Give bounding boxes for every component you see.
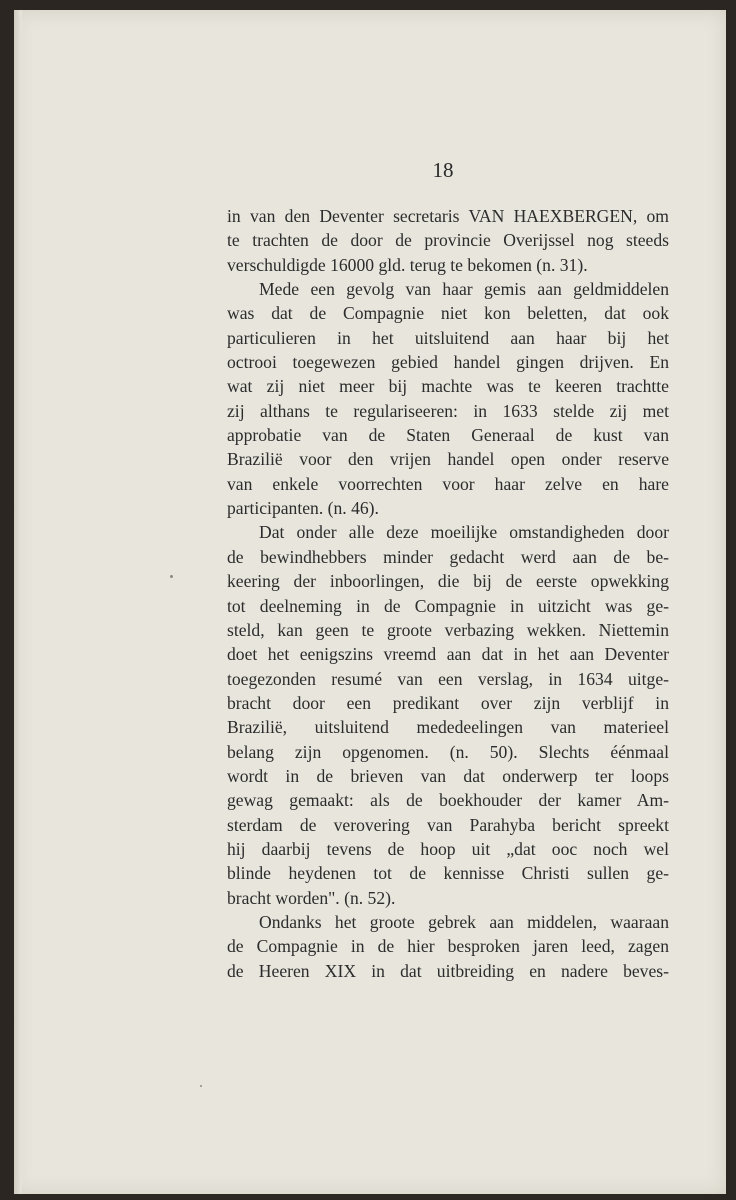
- text-line: Brazilië voor den vrijen handel open onder reserve: [227, 449, 669, 470]
- text-line: de Compagnie in de hier besproken jaren leed, zagen: [227, 936, 669, 957]
- text-line: Mede een gevolg van haar gemis aan geldmiddelen: [259, 279, 669, 300]
- text-line: bracht worden". (n. 52).: [227, 887, 396, 908]
- page-edge: [14, 10, 22, 1194]
- text-line: verschuldigde 16000 gld. terug te bekomen (n. 31).: [227, 254, 588, 275]
- text-line: toegezonden resumé van een verslag, in 1634 uitge-: [227, 668, 669, 689]
- text-line: tot deelneming in de Compagnie in uitzicht was ge-: [227, 595, 669, 616]
- text-line: keering der inboorlingen, die bij de eerste opwekking: [227, 571, 669, 592]
- text-line: Ondanks het groote gebrek aan middelen, waaraan: [259, 911, 669, 932]
- text-line: octrooi toegewezen gebied handel gingen drijven. En: [227, 352, 669, 373]
- text-line: doet het eenigszins vreemd aan dat in het aan Deventer: [227, 644, 669, 665]
- text-line: particulieren in het uitsluitend aan haar bij het: [227, 327, 669, 348]
- text-line: approbatie van de Staten Generaal de kust van: [227, 425, 669, 446]
- text-line: bracht door een predikant over zijn verblijf in: [227, 692, 669, 713]
- text-line: blinde heydenen tot de kennisse Christi sullen ge-: [227, 863, 669, 884]
- page-number: 18: [432, 158, 454, 182]
- text-line: gewag gemaakt: als de boekhouder der kamer Am-: [227, 790, 669, 811]
- text-line: te trachten de door de provincie Overijssel nog steeds: [227, 230, 669, 251]
- text-line: wordt in de brieven van dat onderwerp ter loops: [227, 765, 669, 786]
- text-line: was dat de Compagnie niet kon beletten, dat ook: [227, 303, 669, 324]
- text-line: steld, kan geen te groote verbazing wekken. Niettemin: [227, 619, 669, 640]
- text-line: Dat onder alle deze moeilijke omstandigheden door: [259, 522, 669, 543]
- text-line: de Heeren XIX in dat uitbreiding en nadere beves-: [227, 960, 669, 981]
- body-text: [227, 204, 669, 983]
- text-line: van enkele voorrechten voor haar zelve en hare: [227, 473, 669, 494]
- text-line: de bewindhebbers minder gedacht werd aan de be-: [227, 546, 669, 567]
- text-line: wat zij niet meer bij machte was te keeren trachtte: [227, 376, 669, 397]
- text-line: Brazilië, uitsluitend mededeelingen van materieel: [227, 717, 669, 738]
- text-line: zij althans te regulariseeren: in 1633 stelde zij met: [227, 400, 669, 421]
- paper-speck: [170, 575, 173, 578]
- paper-speck: [200, 1085, 202, 1087]
- text-line: belang zijn opgenomen. (n. 50). Slechts éénmaal: [227, 741, 669, 762]
- text-line: in van den Deventer secretaris VAN HAEXBERGEN, om: [227, 206, 669, 226]
- text-line: participanten. (n. 46).: [227, 498, 379, 519]
- text-line: sterdam de verovering van Parahyba bericht spreekt: [227, 814, 669, 835]
- text-line: hij daarbij tevens de hoop uit „dat ooc noch wel: [227, 838, 669, 859]
